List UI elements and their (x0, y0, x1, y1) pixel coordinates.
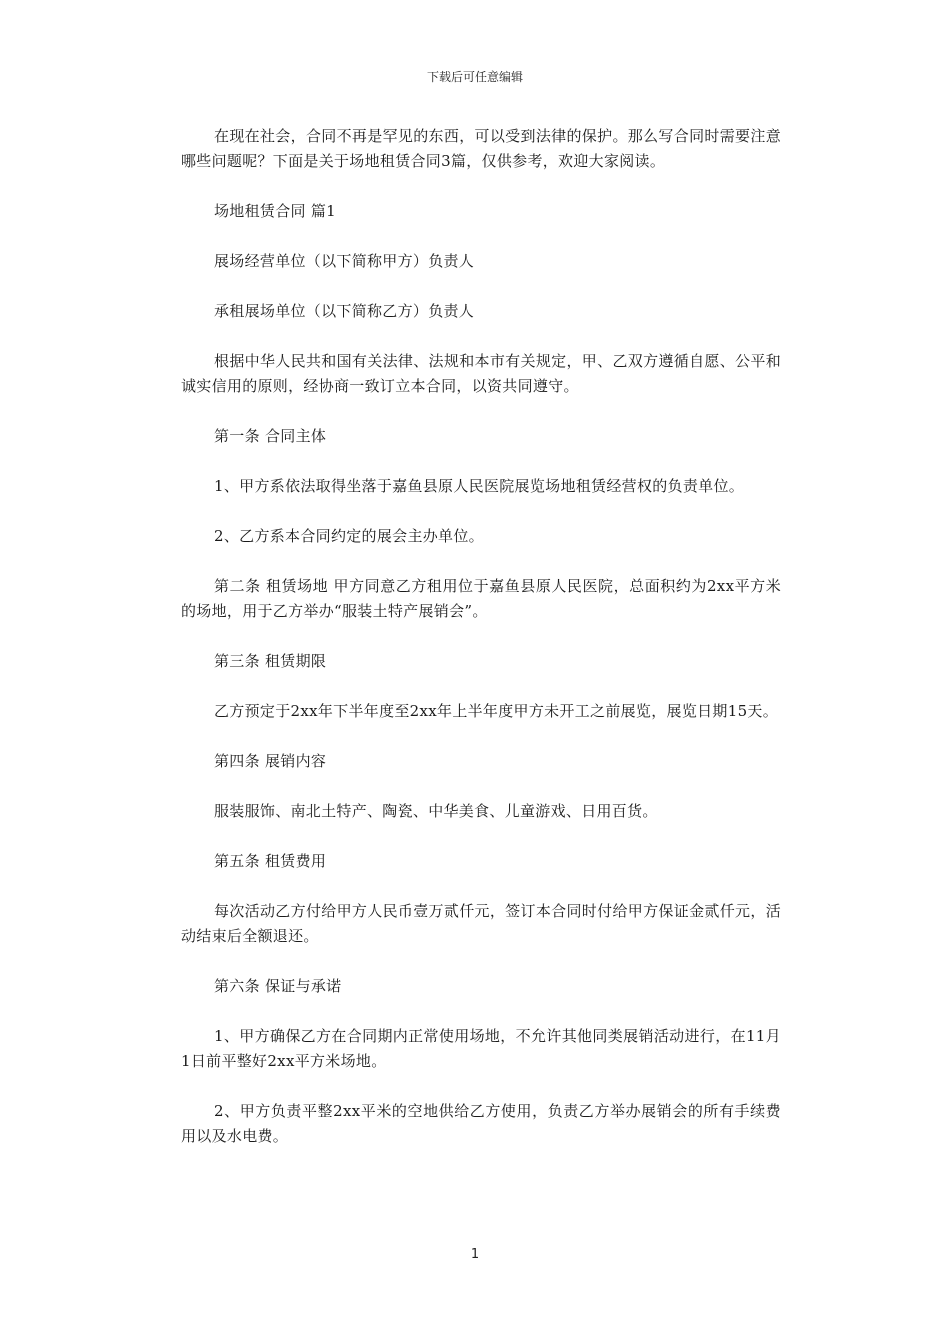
article-5-heading: 第五条 租赁费用 (214, 852, 327, 870)
intro-paragraph: 在现在社会，合同不再是罕见的东西，可以受到法律的保护。那么写合同时需要注意哪些问题呢？下面是关于场地租赁合同3篇，仅供参考，欢迎大家阅读。 (181, 127, 781, 170)
article-5-paragraph: 每次活动乙方付给甲方人民币壹万贰仟元，签订本合同时付给甲方保证金贰仟元，活动结束后全额退还。 (181, 902, 781, 945)
article-6-heading: 第六条 保证与承诺 (214, 977, 342, 995)
article-1-heading: 第一条 合同主体 (214, 427, 327, 445)
document-body (181, 124, 781, 1174)
page-header: 下载后可任意编辑 (426, 70, 523, 84)
article-1-clause-1: 1、甲方系依法取得坐落于嘉鱼县原人民医院展览场地租赁经营权的负责单位。 (214, 477, 745, 495)
article-4-paragraph: 服装服饰、南北土特产、陶瓷、中华美食、儿童游戏、日用百货。 (214, 802, 658, 820)
preamble-paragraph: 根据中华人民共和国有关法律、法规和本市有关规定，甲、乙双方遵循自愿、公平和诚实信用的原则，经协商一致订立本合同，以资共同遵守。 (181, 352, 781, 395)
article-2-paragraph: 第二条 租赁场地 甲方同意乙方租用位于嘉鱼县原人民医院，总面积约为2xx平方米的场地，用于乙方举办“服装土特产展销会”。 (181, 577, 781, 620)
article-3-paragraph: 乙方预定于2xx年下半年度至2xx年上半年度甲方未开工之前展览，展览日期15天。 (214, 702, 779, 720)
article-3-heading: 第三条 租赁期限 (214, 652, 327, 670)
party-a-line: 展场经营单位（以下简称甲方）负责人 (214, 252, 475, 270)
article-4-heading: 第四条 展销内容 (214, 752, 327, 770)
article-1-clause-2: 2、乙方系本合同约定的展会主办单位。 (214, 527, 484, 545)
article-6-clause-2: 2、甲方负责平整2xx平米的空地供给乙方使用，负责乙方举办展销会的所有手续费用以及水电费。 (181, 1102, 781, 1145)
article-6-clause-1: 1、甲方确保乙方在合同期内正常使用场地，不允许其他同类展销活动进行，在11月1日前平整好2xx平方米场地。 (181, 1027, 781, 1070)
party-b-line: 承租展场单位（以下简称乙方）负责人 (214, 302, 475, 320)
page-number: 1 (470, 1247, 480, 1262)
section-title: 场地租赁合同 篇1 (214, 202, 337, 220)
